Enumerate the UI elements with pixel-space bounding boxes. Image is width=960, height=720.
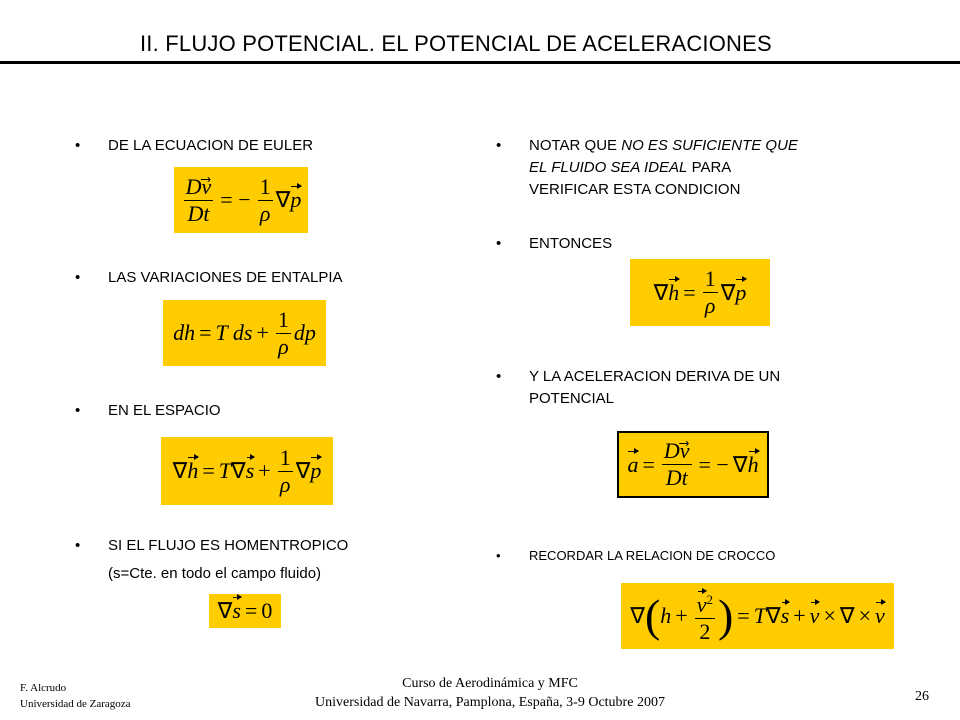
equation-grad-h: ∇ h = $\frac{1}{\rho}$ ∇ p bbox=[630, 259, 770, 326]
bullet-homentropic-text: SI EL FLUJO ES HOMENTROPICO bbox=[108, 537, 349, 554]
bullet-space-text: EN EL ESPACIO bbox=[108, 402, 221, 419]
title-divider bbox=[0, 61, 960, 64]
equation-enthalpy: dh = T ds + $\frac{1}{\rho}$ dp bbox=[163, 300, 326, 366]
bullet-enthalpy-text: LAS VARIACIONES DE ENTALPIA bbox=[108, 269, 343, 286]
bullet-dot: • bbox=[496, 235, 502, 252]
bullet-dot: • bbox=[496, 137, 502, 154]
homentropic-note: (s=Cte. en todo el campo fluido) bbox=[108, 565, 322, 582]
footer-university: Universidad de Zaragoza bbox=[20, 698, 131, 710]
equation-euler: $\frac{Dv}{Dt}$ = − $\frac{1}{\rho}$ ∇ p bbox=[174, 167, 308, 233]
note-line-2: EL FLUIDO SEA IDEAL PARA bbox=[529, 159, 732, 176]
note-line-1: NOTAR QUE NO ES SUFICIENTE QUE bbox=[529, 137, 798, 154]
bullet-dot: • bbox=[75, 537, 81, 554]
equation-space: ∇ h = T ∇ s + $\frac{1}{\rho}$ ∇ p bbox=[161, 437, 333, 505]
bullet-accel-text: Y LA ACELERACION DERIVA DE UN bbox=[529, 368, 781, 385]
equation-homentropic: ∇ s = 0 bbox=[209, 594, 281, 628]
bullet-euler-text: DE LA ECUACION DE EULER bbox=[108, 137, 314, 154]
footer-venue: Universidad de Navarra, Pamplona, España, 3-9 Octubre 2007 bbox=[315, 695, 665, 710]
bullet-then-text: ENTONCES bbox=[529, 235, 613, 252]
bullet-dot: • bbox=[75, 137, 81, 154]
bullet-dot: • bbox=[75, 402, 81, 419]
equation-crocco: ∇ ( h + $\frac{v^2}{2}$ ) = T ∇ s + v × ∇ × v bbox=[621, 583, 894, 649]
bullet-crocco-text: RECORDAR LA RELACION DE CROCCO bbox=[529, 548, 776, 563]
footer-author: F. Alcrudo bbox=[20, 682, 67, 694]
bullet-dot: • bbox=[75, 269, 81, 286]
bullet-dot: • bbox=[496, 548, 501, 563]
equation-acceleration: a = $\frac{Dv}{Dt}$ = − ∇ h bbox=[617, 431, 769, 498]
page-number: 26 bbox=[915, 689, 929, 704]
note-line-3: VERIFICAR ESTA CONDICION bbox=[529, 181, 741, 198]
accel-line-2: POTENCIAL bbox=[529, 390, 615, 407]
page-title: II. FLUJO POTENCIAL. EL POTENCIAL DE ACELERACIONES bbox=[140, 31, 772, 56]
footer-course: Curso de Aerodinámica y MFC bbox=[402, 676, 578, 691]
bullet-dot: • bbox=[496, 368, 502, 385]
